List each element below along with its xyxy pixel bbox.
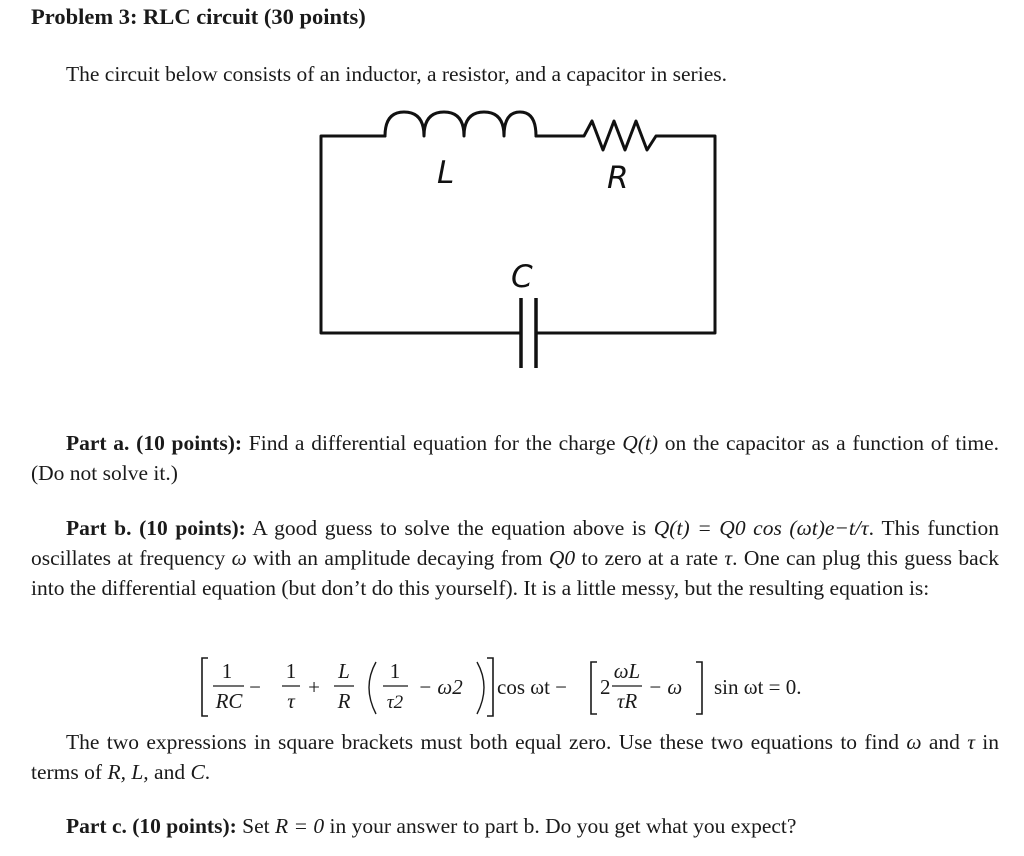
followup-omega: ω (906, 730, 922, 754)
rlc-circuit-diagram (0, 0, 1024, 420)
inductor-coil (385, 112, 536, 136)
frac-2-den: τ (287, 689, 295, 713)
eq-cos-term: cos ωt − (497, 675, 567, 699)
part-a-text-2: on the capacitor as a function of time. (Do not solve it.) (31, 431, 999, 485)
followup-tau: τ (967, 730, 975, 754)
frac-5-num: ωL (613, 659, 641, 683)
problem-title: Problem 3: RLC circuit (30 points) (31, 4, 366, 29)
part-b-omega: ω (231, 546, 247, 570)
followup-text-4: and (148, 760, 191, 784)
part-b-text-4: to zero at a rate (575, 546, 725, 570)
paren-right (477, 662, 484, 714)
part-a-paragraph (31, 428, 999, 488)
frac-1-num: 1 (221, 659, 233, 683)
followup-text-3: in terms of (31, 730, 1000, 784)
part-c-text-2: in your answer to part b. Do you get what you expect? (324, 814, 797, 838)
followup-text-5: . (204, 760, 211, 784)
bracket-right-1 (487, 658, 493, 716)
frac-3-den: R (337, 689, 351, 713)
part-b-tau: τ (724, 546, 733, 570)
eq-sin-term: sin ωt = 0. (714, 675, 802, 699)
part-b-q0: Q0 (548, 546, 576, 570)
problem-intro: The circuit below consists of an inductor, a resistor, and a capacitor in series. (66, 62, 727, 86)
frac-2-num: 1 (285, 659, 297, 683)
part-a-text-1: Find a differential equation for the charge (242, 431, 623, 455)
frac-5-den: τR (616, 689, 638, 713)
paren-left (369, 662, 376, 714)
wire-left (321, 136, 521, 333)
part-c-paragraph (31, 811, 999, 841)
part-b-text-5: . One can plug this guess back into the differential equation (but don’t do this yourself). It is a little messy, but the resulting equation is: (31, 546, 999, 600)
part-b-text-1: A good guess to solve the equation above is (245, 516, 654, 540)
followup-text-1: The two expressions in square brackets must both equal zero. Use these two equations to find (66, 730, 907, 754)
part-b-heading: Part b. (10 points): (66, 516, 246, 540)
eq-minus-1: − (249, 675, 261, 699)
followup-text-2: and (921, 730, 968, 754)
part-b-text-3: with an amplitude decaying from (246, 546, 549, 570)
followup-c: C (190, 760, 205, 784)
part-c-heading: Part c. (10 points): (66, 814, 237, 838)
part-c-condition: R = 0 (275, 814, 325, 838)
eq-minus-omega-sq: − ω2 (418, 675, 463, 699)
resistor-label: R (607, 160, 629, 196)
capacitor-label: C (511, 259, 533, 295)
equation-svg (196, 652, 836, 722)
part-b-guess: Q(t) = Q0 cos (ωt)e−t/τ (653, 516, 869, 540)
part-b-text-2: . This function oscillates at frequency (31, 516, 1000, 570)
bracket-right-2 (696, 662, 702, 714)
bracket-left-1 (202, 658, 208, 716)
followup-vars: R, L, (107, 760, 149, 784)
resistor-zigzag (568, 121, 665, 150)
eq-two: 2 (600, 675, 611, 699)
eq-plus: + (308, 675, 320, 699)
frac-4-den: τ2 (386, 692, 404, 713)
bracket-left-2 (591, 662, 597, 714)
part-b-followup (31, 727, 999, 787)
part-a-var: Q(t) (622, 431, 659, 455)
part-a-heading: Part a. (10 points): (66, 431, 243, 455)
frac-3-num: L (338, 659, 350, 683)
part-b-paragraph (31, 513, 999, 603)
eq-minus-omega: − ω (648, 675, 683, 699)
frac-4-num: 1 (389, 659, 401, 683)
inductor-label: L (437, 155, 455, 191)
frac-1-den: RC (215, 689, 243, 713)
part-c-text-1: Set (236, 814, 276, 838)
